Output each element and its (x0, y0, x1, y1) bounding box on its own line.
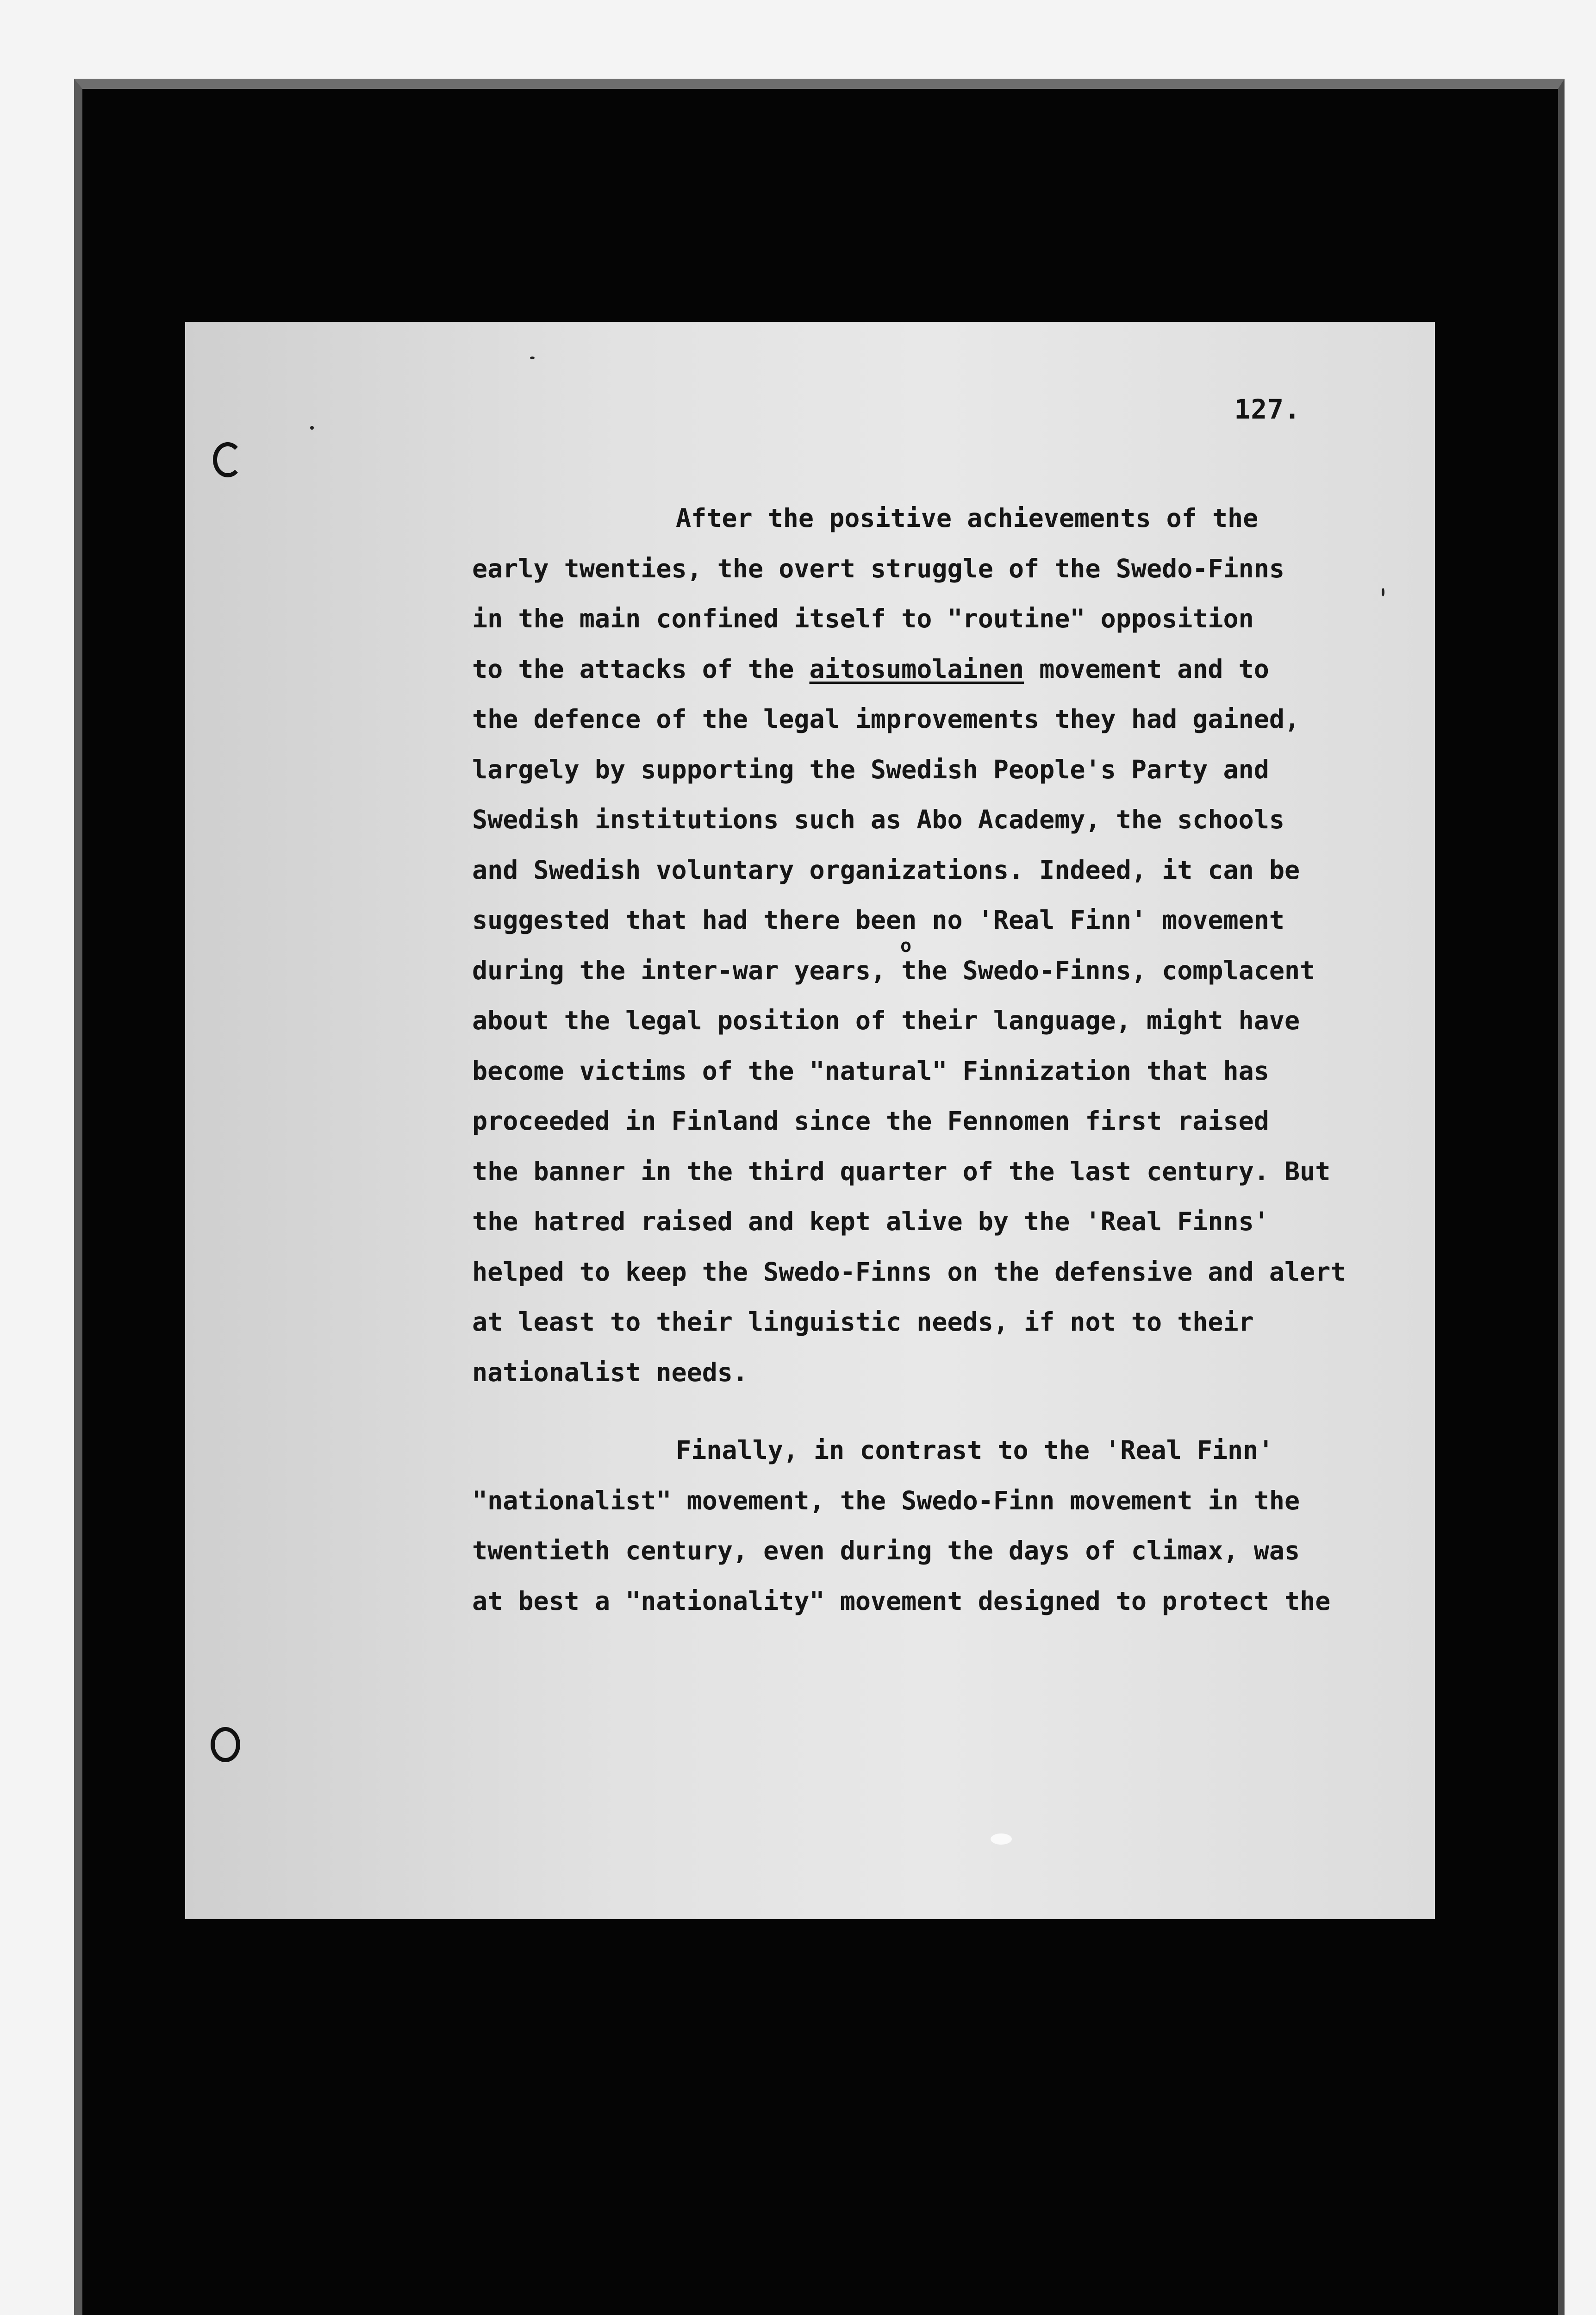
text-line: largely by supporting the Swedish People's Party and (472, 754, 1269, 784)
speck (310, 426, 314, 430)
text-line: at least to their linguistic needs, if not to their (472, 1307, 1254, 1337)
text-line: the hatred raised and kept alive by the 'Real Finns' (472, 1207, 1269, 1236)
typed-text-body (472, 493, 1389, 1626)
text-line: the defence of the legal improvements they had gained, (472, 704, 1300, 734)
text-line: "nationalist" movement, the Swedo-Finn movement in the (472, 1485, 1300, 1515)
punch-hole-bottom-icon (211, 1727, 240, 1762)
text-line: Swedish institutions such as Abo Academy, the schools (472, 805, 1284, 834)
text-line (472, 644, 1389, 694)
text-line: After the positive achievements of the (676, 503, 1259, 533)
text-line: during the inter-war years, the Swedo-Finns, complacent (472, 955, 1315, 985)
text-line: about the legal position of their language, might have (472, 1006, 1300, 1035)
speck (991, 1833, 1012, 1845)
text-line-suffix: movement and to (1024, 654, 1269, 684)
text-line-prefix: to the attacks of the (472, 654, 810, 684)
text-line: nationalist needs. (472, 1357, 748, 1387)
paragraph-gap (472, 1397, 1389, 1425)
text-line: and Swedish voluntary organizations. Indeed, it can be (472, 855, 1300, 885)
accent-mark: o (900, 935, 912, 957)
text-line: proceeded in Finland since the Fennomen first raised (472, 1106, 1269, 1136)
text-line: become victims of the "natural" Finnization that has (472, 1056, 1269, 1086)
underlined-term: aitosumolainen (809, 654, 1024, 684)
text-line: in the main confined itself to "routine" opposition (472, 604, 1254, 633)
text-line: helped to keep the Swedo-Finns on the defensive and alert (472, 1257, 1346, 1287)
document-page (185, 322, 1435, 1919)
text-line: twentieth century, even during the days of climax, was (472, 1536, 1300, 1565)
text-line: the banner in the third quarter of the last century. But (472, 1156, 1331, 1186)
text-line: suggested that had there been no 'Real Finn' movement (472, 905, 1284, 935)
punch-hole-top-icon (213, 442, 243, 477)
text-line: Finally, in contrast to the 'Real Finn' (676, 1435, 1274, 1465)
text-line: at best a "nationality" movement designed to protect the (472, 1586, 1331, 1616)
text-line: early twenties, the overt struggle of the Swedo-Finns (472, 553, 1284, 583)
speck (530, 357, 535, 359)
page-number: 127. (1234, 394, 1301, 425)
